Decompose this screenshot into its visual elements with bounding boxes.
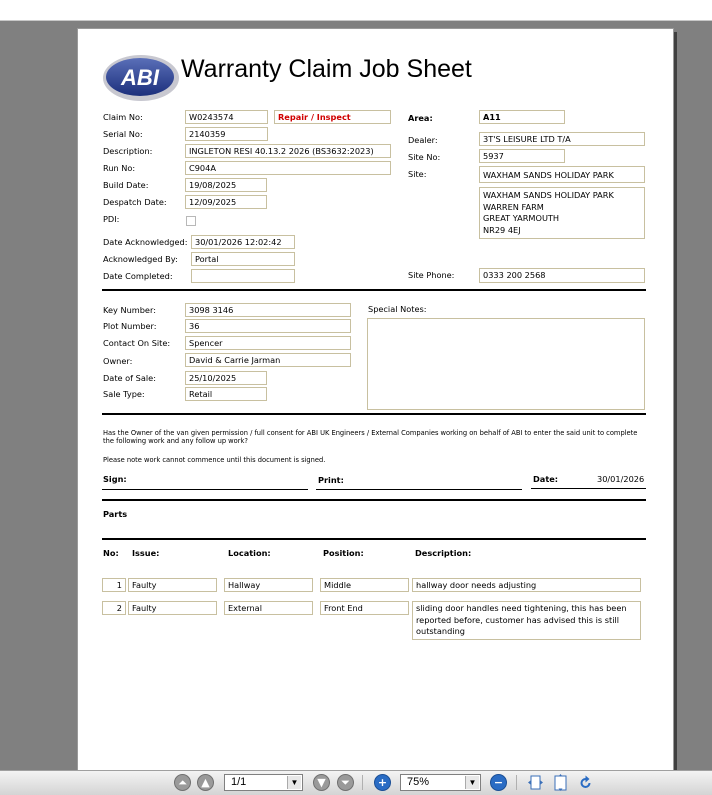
abi-logo [102,53,180,103]
date-of-sale-label: Date of Sale: [103,373,156,383]
first-page-button[interactable]: ⏶ [174,774,191,791]
description-field: INGLETON RESI 40.13.2 2026 (BS3632:2023) [185,144,391,158]
area-field: A11 [479,110,565,124]
serial-no-field: 2140359 [185,127,268,141]
site-field: WAXHAM SANDS HOLIDAY PARK [479,166,645,183]
dealer-label: Dealer: [408,135,438,145]
site-phone-label: Site Phone: [408,270,455,280]
print-line [316,489,522,490]
parts-heading: Parts [103,509,128,519]
part-issue-field: Faulty [128,601,217,615]
run-no-field: C904A [185,161,391,175]
claim-no-field: W0243574 [185,110,268,124]
despatch-date-field: 12/09/2025 [185,195,267,209]
col-issue-header: Issue: [132,548,160,558]
part-location-field: Hallway [224,578,313,592]
sign-line [102,489,308,490]
zoom-out-button[interactable]: − [490,774,507,791]
date-of-sale-field: 25/10/2025 [185,371,267,385]
last-page-button[interactable]: ⏷ [337,774,354,791]
pdi-checkbox[interactable] [186,216,196,226]
page-value: 1/1 [231,776,247,788]
rotate-icon[interactable] [577,774,594,791]
owner-label: Owner: [103,356,133,366]
despatch-date-label: Despatch Date: [103,197,167,207]
section-divider [102,538,646,540]
address-line: WAXHAM SANDS HOLIDAY PARK [483,190,614,200]
build-date-field: 19/08/2025 [185,178,267,192]
claim-no-label: Claim No: [103,112,143,122]
date-label: Date: [533,474,559,484]
acknowledged-by-field: Portal [191,252,295,266]
col-no-header: No: [103,548,119,558]
zoom-value: 75% [407,776,430,788]
toolbar-separator [362,775,363,790]
next-page-button[interactable]: ▼ [313,774,330,791]
contact-on-site-field: Spencer [185,336,351,350]
fit-width-icon[interactable] [527,774,544,791]
pdi-label: PDI: [103,214,120,224]
fit-page-icon[interactable] [552,774,569,791]
sale-type-field: Retail [185,387,267,401]
special-notes-label: Special Notes: [368,304,427,314]
address-line: WARREN FARM [483,201,544,212]
svg-text:ABI: ABI [121,65,159,90]
toolbar-separator [516,775,517,790]
sale-type-label: Sale Type: [103,389,145,399]
part-no-field: 1 [102,578,126,592]
viewer-top-bar [0,0,712,21]
area-label: Area: [408,113,433,123]
part-no-field: 2 [102,601,126,615]
owner-field: David & Carrie Jarman [185,353,351,367]
key-number-label: Key Number: [103,305,156,315]
site-address-field [479,187,645,239]
part-description-field: sliding door handles need tightening, this has been reported before, customer has advised this is still outstanding [412,601,641,640]
plot-number-label: Plot Number: [103,321,157,331]
part-position-field: Front End [320,601,409,615]
print-label: Print: [318,475,344,485]
col-position-header: Position: [323,548,364,558]
plot-number-field: 36 [185,319,351,333]
description-label: Description: [103,146,153,156]
site-no-field: 5937 [479,149,565,163]
key-number-field: 3098 3146 [185,303,351,317]
col-location-header: Location: [228,548,271,558]
claim-type-field: Repair / Inspect [274,110,391,124]
address-line: GREAT YARMOUTH [483,213,560,223]
site-no-label: Site No: [408,152,441,162]
dealer-field: 3T'S LEISURE LTD T/A [479,132,645,146]
section-divider [102,413,646,415]
section-divider [102,499,646,501]
zoom-select[interactable] [400,774,481,791]
date-completed-label: Date Completed: [103,271,173,281]
page-title: Warranty Claim Job Sheet [181,55,472,83]
viewer-toolbar [0,770,712,795]
document-page [77,28,674,773]
address-line: NR29 4EJ [483,224,521,235]
part-description-field: hallway door needs adjusting [412,578,641,592]
date-acknowledged-field: 30/01/2026 12:02:42 [191,235,295,249]
date-completed-field [191,269,295,283]
site-phone-field: 0333 200 2568 [479,268,645,283]
part-location-field: External [224,601,313,615]
date-value: 30/01/2026 [597,474,645,484]
contact-on-site-label: Contact On Site: [103,338,171,348]
special-notes-field [367,318,645,410]
consent-paragraph: Has the Owner of the van given permission / full consent for ABI UK Engineers / External Companies working on behalf of ABI to enter the said unit to complete the following work and any follow up work? [103,429,638,446]
build-date-label: Build Date: [103,180,149,190]
col-description-header: Description: [415,548,472,558]
run-no-label: Run No: [103,163,136,173]
acknowledged-by-label: Acknowledged By: [103,254,178,264]
part-position-field: Middle [320,578,409,592]
chevron-down-icon: ▼ [287,776,301,789]
zoom-in-button[interactable]: + [374,774,391,791]
serial-no-label: Serial No: [103,129,143,139]
sign-label: Sign: [103,474,127,484]
date-line [531,488,646,489]
previous-page-button[interactable]: ▲ [197,774,214,791]
page-select[interactable] [224,774,303,791]
date-acknowledged-label: Date Acknowledged: [103,237,188,247]
part-issue-field: Faulty [128,578,217,592]
site-label: Site: [408,169,427,179]
chevron-down-icon: ▼ [465,776,479,789]
section-divider [102,289,646,291]
consent-note: Please note work cannot commence until this document is signed. [103,456,326,464]
